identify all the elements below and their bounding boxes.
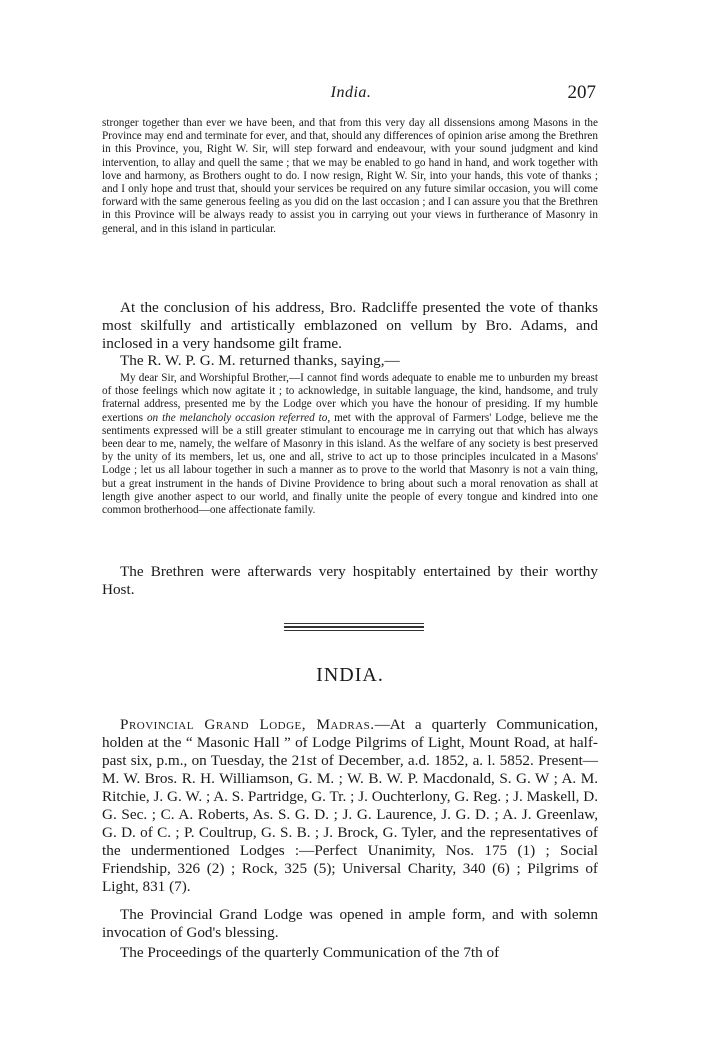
reply-speech-part-2: , met with the approval of Farmers' Lodge, believe me the sentiments expressed will be a still greater stimulant to encourage me in carrying out that which has always been dear to me, namely, the welfare of Masonry in this island. As the welfare of any society is best preserved by the unity of its members, let us, one and all, strive to act up to those principles inculcated in a Masons' Lodge ; let us all labour together in such a manner as to prove to the world that Masonry is not a vain thing, but a great instrument in the hands of Divine Providence to bring about such a moral renovation as shall at length give another aspect to our world, and finally unite the people of every tongue and kindred into one common brotherhood—one affectionate family. xyxy=(102,411,598,517)
section-heading: INDIA. xyxy=(316,664,384,686)
reply-speech-paragraph xyxy=(102,372,598,517)
hospitality-paragraph: The Brethren were afterwards very hospitably entertained by their worthy Host. xyxy=(102,563,598,598)
india-report-paragraph xyxy=(102,716,598,896)
returned-thanks-block xyxy=(102,352,598,370)
india-report-body: —At a quarterly Communication, holden at the “ Masonic Hall ” of Lodge Pilgrims of Light, Mount Road, at half-past six, p.m., on Tuesday, the 21st of December, a.d. 1852, a. l. 5852. Present—M. W. Bros. R. H. Williamson, G. M. ; W. B. W. P. Macdonald, S. G. W ; A. M. Ritchie, J. G. W. ; A. S. Partridge, G. Tr. ; J. Ouchterlony, G. Reg. ; J. Maskell, D. G. Sec. ; C. A. Roberts, As. S. G. D. ; J. G. Laurence, J. G. D. ; A. J. Greenlaw, G. D. of C. ; P. Coultrup, G. S. B. ; J. Brock, G. Tyler, and the representatives of the undermentioned Lodges :—Perfect Unanimity, Nos. 175 (1) ; Social Friendship, 326 (2) ; Rock, 325 (5); Universal Charity, 340 (6) ; Pilgrims of Light, 831 (7). xyxy=(102,716,598,895)
hospitality-block xyxy=(102,563,598,599)
opened-block xyxy=(102,906,598,942)
address-continuation-text: stronger together than ever we have been, and that from this very day all dissensions among Masons in the Province may end and terminate for ever, and that, should any differences of opinion arise among the Brethren in this Province, you, Right W. Sir, will step forward and endeavour, with your sound judgment and kind intervention, to allay and quell the same ; that we may be enabled to go hand in hand, and work together with love and harmony, as Brothers ought to do. I now resign, Right W. Sir, into your hands, this vote of thanks ; and I only hope and trust that, should your services be required on any future similar occasion, you will come forward with the same generous feeling as you did on the last occasion ; and I can assure you that the Brethren in this Province will be always ready to assist you in carrying out your views in furtherance of Masonry in general, and in this island in particular. xyxy=(102,117,598,235)
running-head xyxy=(102,84,600,108)
proceedings-paragraph: The Proceedings of the quarterly Communication of the 7th of xyxy=(120,944,500,961)
returned-thanks-paragraph: The R. W. P. G. M. returned thanks, saying,— xyxy=(120,352,400,369)
divider-line-middle xyxy=(284,626,424,628)
address-continuation-block xyxy=(102,117,598,236)
conclusion-paragraph: At the conclusion of his address, Bro. Radcliffe presented the vote of thanks most skilfully and artistically emblazoned on vellum by Bro. Adams, and inclosed in a very handsome gilt frame. xyxy=(102,299,598,352)
running-title: India. xyxy=(330,84,372,101)
reply-speech-part-1: My dear Sir, and Worshipful Brother,—I cannot find words adequate to enable me to unburden my breast of those feelings which now agitate it ; to acknowledge, in suitable language, the kind, handsome, and truly fraternal address, presented me by the Lodge over which you have the honour of presiding. If my humble exertions xyxy=(102,372,598,424)
section-divider xyxy=(284,623,424,633)
divider-line-bottom xyxy=(284,630,424,631)
reply-speech-italic: on the melancholy occasion referred to xyxy=(146,411,328,424)
reply-speech-block xyxy=(102,372,598,517)
page-number: 207 xyxy=(567,82,596,103)
proceedings-block xyxy=(102,944,598,962)
opened-paragraph: The Provincial Grand Lodge was opened in ample form, and with solemn invocation of God's blessing. xyxy=(102,906,598,941)
india-report-lead: Provincial Grand Lodge, Madras. xyxy=(120,716,375,733)
india-report-block xyxy=(102,716,598,896)
conclusion-block xyxy=(102,299,598,353)
divider-line-top xyxy=(284,623,424,624)
